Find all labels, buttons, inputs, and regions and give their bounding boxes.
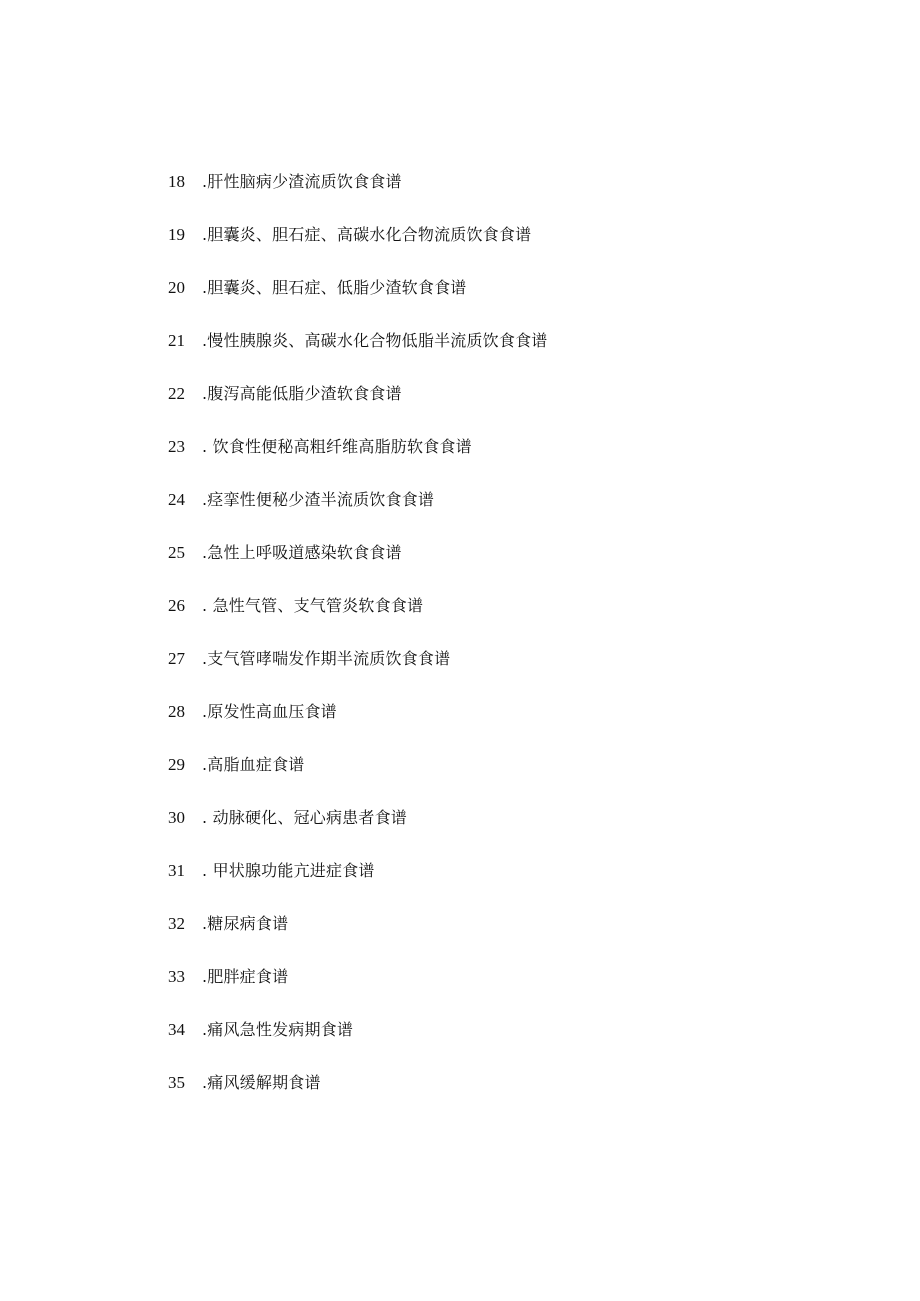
list-item [168,698,548,751]
item-title: .糖尿病食谱 [202,914,289,933]
list-item [168,804,548,857]
item-number: 22 [168,384,185,403]
list-item [168,963,548,1016]
list-item [168,380,548,433]
item-number: 34 [168,1020,185,1039]
item-title: .痛风急性发病期食谱 [202,1020,354,1039]
item-number: 29 [168,755,185,774]
list-item [168,645,548,698]
list-item [168,1069,548,1122]
list-item [168,910,548,963]
list-item [168,857,548,910]
list-item [168,327,548,380]
item-title: .肝性脑病少渣流质饮食食谱 [202,172,402,191]
item-number: 33 [168,967,185,986]
item-number: 25 [168,543,185,562]
item-title: . 动脉硬化、冠心病患者食谱 [202,808,407,827]
item-number: 23 [168,437,185,456]
item-title: .高脂血症食谱 [202,755,305,774]
item-number: 18 [168,172,185,191]
item-number: 27 [168,649,185,668]
item-title: .原发性高血压食谱 [202,702,337,721]
item-number: 19 [168,225,185,244]
item-title: .慢性胰腺炎、高碳水化合物低脂半流质饮食食谱 [202,331,548,350]
item-title: .腹泻高能低脂少渣软食食谱 [202,384,402,403]
item-title: . 饮食性便秘高粗纤维高脂肪软食食谱 [202,437,472,456]
list-item [168,168,548,221]
item-number: 31 [168,861,185,880]
list-item [168,221,548,274]
list-item [168,274,548,327]
item-number: 24 [168,490,185,509]
item-title: .胆囊炎、胆石症、低脂少渣软食食谱 [202,278,467,297]
item-number: 35 [168,1073,185,1092]
item-title: .痉挛性便秘少渣半流质饮食食谱 [202,490,435,509]
item-number: 26 [168,596,185,615]
item-number: 21 [168,331,185,350]
item-title: .痛风缓解期食谱 [202,1073,321,1092]
list-item [168,592,548,645]
list-item [168,433,548,486]
item-title: .支气管哮喘发作期半流质饮食食谱 [202,649,451,668]
item-title: . 甲状腺功能亢进症食谱 [202,861,375,880]
item-number: 20 [168,278,185,297]
item-title: .肥胖症食谱 [202,967,289,986]
list-item [168,751,548,804]
item-number: 32 [168,914,185,933]
item-number: 28 [168,702,185,721]
recipe-list [168,168,548,1122]
item-title: . 急性气管、支气管炎软食食谱 [202,596,424,615]
item-title: .胆囊炎、胆石症、高碳水化合物流质饮食食谱 [202,225,532,244]
list-item [168,1016,548,1069]
item-title: .急性上呼吸道感染软食食谱 [202,543,402,562]
list-item [168,539,548,592]
list-item [168,486,548,539]
item-number: 30 [168,808,185,827]
